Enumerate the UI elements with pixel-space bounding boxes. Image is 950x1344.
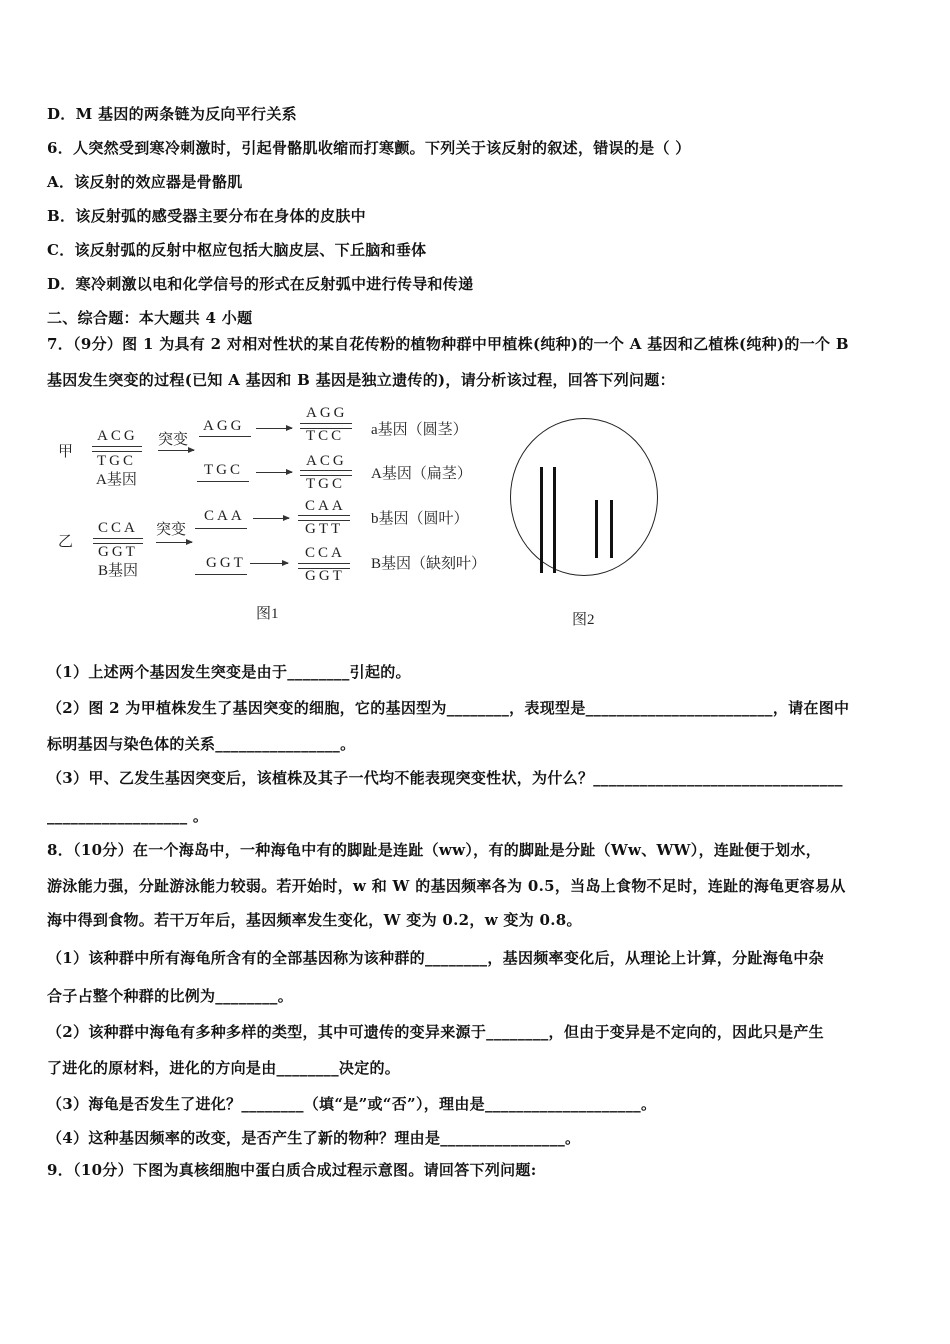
double-line bbox=[92, 446, 142, 452]
yi-bottom-strand: GGT bbox=[98, 544, 138, 560]
bottom-strand: TGC bbox=[306, 476, 345, 492]
mutation-label: 突变 bbox=[156, 522, 187, 538]
question-7-2-cont: 标明基因与染色体的关系________________。 bbox=[47, 735, 356, 753]
figure-1-caption: 图1 bbox=[256, 606, 279, 622]
chromosome bbox=[610, 500, 613, 558]
option-c: C．该反射弧的反射中枢应包括大脑皮层、下丘脑和垂体 bbox=[47, 241, 427, 259]
chromosome bbox=[595, 500, 598, 558]
yi-label: 乙 bbox=[58, 534, 74, 550]
question-8-3: （3）海龟是否发生了进化？________（填“是”或“否”），理由是____________________。 bbox=[47, 1095, 657, 1113]
option-d-prev: D．M 基因的两条链为反向平行关系 bbox=[47, 105, 297, 123]
question-8-cont2: 海中得到食物。若干万年后，基因频率发生变化，W 变为 0.2，w 变为 0.8。 bbox=[47, 911, 582, 929]
single-strand: GGT bbox=[206, 555, 246, 571]
arrow bbox=[158, 450, 194, 451]
top-strand: ACG bbox=[306, 453, 347, 469]
jia-gene: A基因 bbox=[96, 472, 137, 488]
chromosome bbox=[540, 467, 543, 573]
arrow bbox=[256, 428, 292, 429]
question-6: 6．人突然受到寒冷刺激时，引起骨骼肌收缩而打寒颤。下列关于该反射的叙述，错误的是（ ） bbox=[47, 139, 691, 157]
option-a: A．该反射的效应器是骨骼肌 bbox=[47, 173, 243, 191]
question-7-cont: 基因发生突变的过程(已知 A 基因和 B 基因是独立遗传的)，请分析该过程，回答下列问题： bbox=[47, 371, 675, 389]
arrow bbox=[253, 518, 289, 519]
question-8-2: （2）该种群中海龟有多种多样的类型，其中可遗传的变异来源于________，但由于变异是不定向的，因此只是产生 bbox=[47, 1023, 824, 1041]
jia-bottom-strand: TGC bbox=[97, 453, 136, 469]
bottom-strand: GGT bbox=[305, 568, 345, 584]
single-strand: TGC bbox=[204, 462, 243, 478]
question-8-cont: 游泳能力强，分趾游泳能力较弱。若开始时，w 和 W 的基因频率各为 0.5，当岛上食物不足时，连趾的海龟更容易从 bbox=[47, 877, 846, 895]
option-b: B．该反射弧的感受器主要分布在身体的皮肤中 bbox=[47, 207, 366, 225]
question-7-2: （2）图 2 为甲植株发生了基因突变的细胞，它的基因型为________，表现型是________________________，请在图中 bbox=[47, 699, 850, 717]
chromosome bbox=[553, 467, 556, 573]
figure-2-caption: 图2 bbox=[572, 612, 595, 628]
question-7-3: （3）甲、乙发生基因突变后，该植株及其子一代均不能表现突变性状，为什么？________________________________ bbox=[47, 769, 843, 787]
arrow bbox=[256, 472, 292, 473]
gene-label: B基因（缺刻叶） bbox=[371, 556, 487, 572]
question-8: 8．（10分）在一个海岛中，一种海龟中有的脚趾是连趾（ww），有的脚趾是分趾（Ww、WW），连趾便于划水， bbox=[47, 841, 821, 859]
yi-top-strand: CCA bbox=[98, 520, 138, 536]
line bbox=[197, 481, 249, 482]
gene-label: a基因（圆茎） bbox=[371, 422, 468, 438]
jia-top-strand: ACG bbox=[97, 428, 138, 444]
arrow bbox=[250, 563, 288, 564]
cell-circle bbox=[510, 418, 658, 576]
question-8-1-cont: 合子占整个种群的比例为________。 bbox=[47, 987, 294, 1005]
single-strand: CAA bbox=[204, 508, 245, 524]
line bbox=[195, 528, 247, 529]
top-strand: CAA bbox=[305, 498, 346, 514]
top-strand: AGG bbox=[306, 405, 348, 421]
section-heading: 二、综合题：本大题共 4 小题 bbox=[47, 309, 253, 327]
question-9: 9．（10分）下图为真核细胞中蛋白质合成过程示意图。请回答下列问题: bbox=[47, 1161, 537, 1179]
line bbox=[195, 574, 247, 575]
question-8-2-cont: 了进化的原材料，进化的方向是由________决定的。 bbox=[47, 1059, 401, 1077]
question-8-4: （4）这种基因频率的改变，是否产生了新的物种？理由是________________。 bbox=[47, 1129, 581, 1147]
question-8-1: （1）该种群中所有海龟所含有的全部基因称为该种群的________，基因频率变化后，从理论上计算，分趾海龟中杂 bbox=[47, 949, 824, 967]
option-d: D．寒冷刺激以电和化学信号的形式在反射弧中进行传导和传递 bbox=[47, 275, 474, 293]
yi-gene: B基因 bbox=[98, 563, 139, 579]
arrow bbox=[156, 542, 192, 543]
line bbox=[199, 436, 251, 437]
gene-label: b基因（圆叶） bbox=[371, 511, 469, 527]
bottom-strand: GTT bbox=[305, 521, 344, 537]
mutation-label: 突变 bbox=[158, 432, 189, 448]
question-7-1: （1）上述两个基因发生突变是由于________引起的。 bbox=[47, 663, 411, 681]
single-strand: AGG bbox=[203, 418, 245, 434]
gene-label: A基因（扁茎） bbox=[371, 466, 472, 482]
top-strand: CCA bbox=[305, 545, 345, 561]
question-7: 7．（9分）图 1 为具有 2 对相对性状的某自花传粉的植物种群中甲植株(纯种)的一个 A 基因和乙植株(纯种)的一个 B bbox=[47, 335, 849, 353]
bottom-strand: TCC bbox=[306, 428, 345, 444]
question-7-3-cont: __________________ 。 bbox=[47, 807, 209, 825]
jia-label: 甲 bbox=[58, 444, 74, 460]
